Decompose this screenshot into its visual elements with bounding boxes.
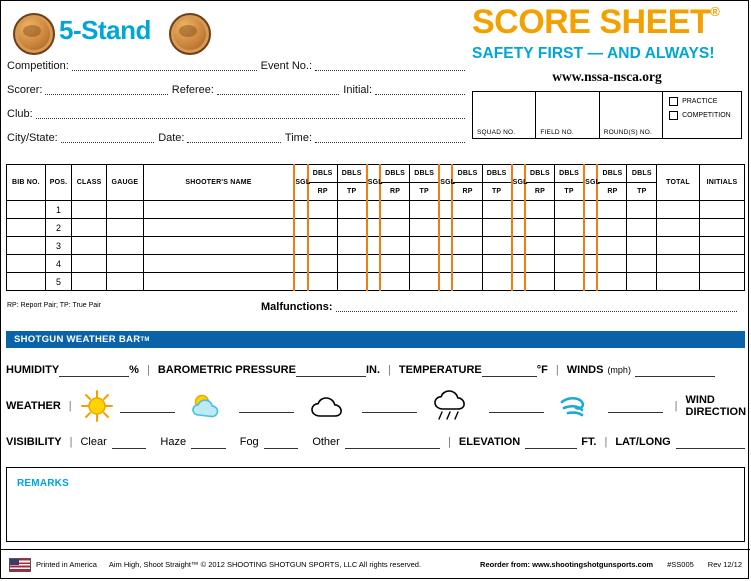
cell-name[interactable] bbox=[143, 237, 294, 255]
remarks-title: REMARKS bbox=[17, 478, 69, 489]
th-tp-5: TP bbox=[627, 183, 657, 201]
club-label: Club: bbox=[7, 108, 33, 120]
th-bib-no: BIB NO. bbox=[7, 165, 46, 201]
winds-input[interactable] bbox=[635, 364, 715, 377]
event-no-input[interactable] bbox=[315, 59, 465, 71]
cell-bib[interactable] bbox=[7, 201, 46, 219]
cell-rp-1[interactable] bbox=[308, 273, 338, 291]
cell-sgl-3[interactable] bbox=[439, 255, 452, 273]
score-table-wrapper bbox=[6, 164, 745, 291]
th-sgl-4: SGL bbox=[512, 165, 525, 201]
wind-direction-label: WIND DIRECTION bbox=[685, 394, 747, 418]
city-state-row bbox=[7, 131, 469, 144]
visibility-option-haze[interactable]: Haze bbox=[160, 436, 187, 448]
cell-pos: 1 bbox=[45, 201, 72, 219]
reorder-link[interactable]: Reorder from: www.shootingshotgunsports.com bbox=[480, 560, 654, 569]
footer-right bbox=[480, 560, 742, 569]
weather-row-3 bbox=[6, 428, 745, 456]
cell-total[interactable] bbox=[657, 219, 700, 237]
cell-tp-4[interactable] bbox=[555, 273, 585, 291]
initial-label: Initial: bbox=[343, 84, 373, 96]
cell-sgl-2[interactable] bbox=[367, 201, 380, 219]
header-form bbox=[7, 59, 469, 155]
cell-sgl-1[interactable] bbox=[294, 219, 307, 237]
divider: | bbox=[68, 400, 72, 412]
cell-rp-4[interactable] bbox=[525, 237, 555, 255]
th-dbls-5a: DBLS bbox=[597, 165, 627, 183]
cell-tp-1[interactable] bbox=[337, 273, 367, 291]
cell-tp-5[interactable] bbox=[627, 201, 657, 219]
weather-rain-input[interactable] bbox=[489, 400, 544, 413]
event-no-label: Event No.: bbox=[260, 60, 312, 72]
cell-class[interactable] bbox=[72, 273, 107, 291]
type-checkbox-cell bbox=[663, 92, 741, 138]
th-shooters-name: SHOOTER'S NAME bbox=[143, 165, 294, 201]
competition-row bbox=[7, 59, 469, 72]
th-gauge: GAUGE bbox=[107, 165, 144, 201]
weather-wind-input[interactable] bbox=[608, 400, 663, 413]
cell-sgl-2[interactable] bbox=[367, 237, 380, 255]
printed-in-america: Printed in America bbox=[36, 560, 97, 569]
cell-tp-3[interactable] bbox=[482, 273, 512, 291]
cell-tp-2[interactable] bbox=[410, 219, 440, 237]
cell-sgl-1[interactable] bbox=[294, 255, 307, 273]
cell-name[interactable] bbox=[143, 255, 294, 273]
cell-rp-2[interactable] bbox=[380, 255, 410, 273]
temperature-input[interactable] bbox=[482, 364, 537, 377]
latlong-label: LAT/LONG bbox=[615, 436, 671, 448]
cell-pos: 3 bbox=[45, 237, 72, 255]
visibility-option-clear[interactable]: Clear bbox=[80, 436, 107, 448]
th-tp-1: TP bbox=[337, 183, 367, 201]
th-dbls-3a: DBLS bbox=[452, 165, 482, 183]
weather-option-wind[interactable] bbox=[558, 393, 663, 419]
th-initials: INITIALS bbox=[699, 165, 744, 201]
th-dbls-1b: DBLS bbox=[337, 165, 367, 183]
referee-input[interactable] bbox=[217, 83, 339, 95]
divider: | bbox=[69, 436, 73, 448]
rounds-no-label: ROUND(S) NO. bbox=[603, 129, 652, 136]
cell-rp-4[interactable] bbox=[525, 201, 555, 219]
cell-sgl-5[interactable] bbox=[584, 237, 597, 255]
cell-initials[interactable] bbox=[699, 273, 744, 291]
table-row[interactable] bbox=[7, 273, 745, 291]
cell-bib[interactable] bbox=[7, 219, 46, 237]
th-dbls-4a: DBLS bbox=[525, 165, 555, 183]
cell-gauge[interactable] bbox=[107, 255, 144, 273]
cell-rp-1[interactable] bbox=[308, 201, 338, 219]
cell-pos: 2 bbox=[45, 219, 72, 237]
elevation-input[interactable] bbox=[525, 436, 577, 449]
city-state-input[interactable] bbox=[61, 131, 154, 143]
cell-tp-1[interactable] bbox=[337, 255, 367, 273]
cell-class[interactable] bbox=[72, 201, 107, 219]
initial-input[interactable] bbox=[375, 83, 465, 95]
table-row[interactable] bbox=[7, 219, 745, 237]
footer bbox=[1, 549, 750, 579]
cell-gauge[interactable] bbox=[107, 273, 144, 291]
cell-sgl-4[interactable] bbox=[512, 201, 525, 219]
squad-no-cell[interactable] bbox=[473, 92, 536, 138]
visibility-fog-input[interactable] bbox=[264, 436, 299, 449]
elevation-label: ELEVATION bbox=[458, 436, 521, 448]
competition-checkbox[interactable] bbox=[669, 111, 741, 120]
visibility-label: VISIBILITY bbox=[6, 436, 62, 448]
rain-cloud-icon bbox=[431, 389, 483, 423]
time-label: Time: bbox=[284, 132, 313, 144]
cell-gauge[interactable] bbox=[107, 237, 144, 255]
table-header-row-top bbox=[7, 165, 745, 183]
cell-rp-5[interactable] bbox=[597, 219, 627, 237]
th-rp-5: RP bbox=[597, 183, 627, 201]
registered-mark: ® bbox=[710, 4, 720, 19]
table-row[interactable] bbox=[7, 201, 745, 219]
winds-unit: (mph) bbox=[607, 365, 631, 375]
cell-pos: 5 bbox=[45, 273, 72, 291]
cell-sgl-5[interactable] bbox=[584, 201, 597, 219]
cell-sgl-5[interactable] bbox=[584, 219, 597, 237]
th-pos: POS. bbox=[45, 165, 72, 201]
cell-rp-3[interactable] bbox=[452, 237, 482, 255]
date-label: Date: bbox=[158, 132, 185, 144]
field-no-label: FIELD NO. bbox=[540, 129, 574, 136]
brand-title: 5-Stand bbox=[59, 15, 151, 45]
squad-no-label: SQUAD NO. bbox=[477, 129, 516, 136]
club-input[interactable] bbox=[36, 107, 465, 119]
checkbox-icon bbox=[669, 97, 678, 106]
cell-bib[interactable] bbox=[7, 255, 46, 273]
cell-tp-2[interactable] bbox=[410, 255, 440, 273]
th-dbls-4b: DBLS bbox=[555, 165, 585, 183]
cell-sgl-1[interactable] bbox=[294, 237, 307, 255]
cell-class[interactable] bbox=[72, 237, 107, 255]
cell-name[interactable] bbox=[143, 273, 294, 291]
cell-rp-3[interactable] bbox=[452, 255, 482, 273]
score-sheet-logo-block bbox=[472, 5, 742, 139]
weather-sun-input[interactable] bbox=[120, 400, 175, 413]
cell-bib[interactable] bbox=[7, 273, 46, 291]
cell-rp-4[interactable] bbox=[525, 255, 555, 273]
cell-sgl-1[interactable] bbox=[294, 273, 307, 291]
cell-class[interactable] bbox=[72, 219, 107, 237]
cell-sgl-2[interactable] bbox=[367, 255, 380, 273]
th-dbls-5b: DBLS bbox=[627, 165, 657, 183]
pressure-label: BAROMETRIC PRESSURE bbox=[157, 364, 296, 376]
th-total: TOTAL bbox=[657, 165, 700, 201]
cell-rp-3[interactable] bbox=[452, 273, 482, 291]
th-dbls-2b: DBLS bbox=[410, 165, 440, 183]
malfunctions-input[interactable] bbox=[336, 300, 738, 312]
cell-sgl-2[interactable] bbox=[367, 219, 380, 237]
safety-tagline: SAFETY FIRST — AND ALWAYS! bbox=[472, 45, 715, 62]
cell-class[interactable] bbox=[72, 255, 107, 273]
th-dbls-3b: DBLS bbox=[482, 165, 512, 183]
cell-tp-4[interactable] bbox=[555, 237, 585, 255]
pressure-unit: IN. bbox=[365, 364, 380, 376]
practice-checkbox[interactable] bbox=[669, 97, 741, 106]
cell-initials[interactable] bbox=[699, 255, 744, 273]
visibility-clear-input[interactable] bbox=[112, 436, 147, 449]
weather-row-1 bbox=[6, 356, 745, 384]
visibility-other-input[interactable] bbox=[345, 436, 440, 449]
cell-initials[interactable] bbox=[699, 201, 744, 219]
cell-tp-2[interactable] bbox=[410, 201, 440, 219]
header-section bbox=[1, 1, 748, 153]
club-row bbox=[7, 107, 469, 120]
cell-total[interactable] bbox=[657, 273, 700, 291]
visibility-haze-input[interactable] bbox=[191, 436, 226, 449]
cell-bib[interactable] bbox=[7, 237, 46, 255]
cell-sgl-4[interactable] bbox=[512, 237, 525, 255]
cell-rp-2[interactable] bbox=[380, 273, 410, 291]
sun-icon bbox=[80, 389, 114, 423]
cell-total[interactable] bbox=[657, 255, 700, 273]
weather-section bbox=[6, 356, 745, 460]
th-sgl-5: SGL bbox=[584, 165, 597, 201]
wind-icon bbox=[558, 393, 602, 419]
cell-tp-5[interactable] bbox=[627, 255, 657, 273]
cell-tp-3[interactable] bbox=[482, 219, 512, 237]
website-url[interactable]: www.nssa-nsca.org bbox=[552, 69, 662, 84]
temperature-unit: °F bbox=[536, 364, 548, 376]
cell-initials[interactable] bbox=[699, 237, 744, 255]
cell-name[interactable] bbox=[143, 219, 294, 237]
weather-option-sun[interactable] bbox=[80, 389, 175, 423]
cell-tp-4[interactable] bbox=[555, 219, 585, 237]
sku-code: #SS005 bbox=[667, 560, 694, 569]
weather-option-partly-cloudy[interactable] bbox=[189, 391, 294, 421]
cell-tp-4[interactable] bbox=[555, 201, 585, 219]
weather-option-cloudy[interactable] bbox=[308, 392, 417, 420]
rounds-no-cell[interactable] bbox=[600, 92, 663, 138]
divider: | bbox=[555, 364, 559, 376]
cell-tp-1[interactable] bbox=[337, 201, 367, 219]
table-row[interactable] bbox=[7, 255, 745, 273]
scorer-label: Scorer: bbox=[7, 84, 43, 96]
th-dbls-2a: DBLS bbox=[380, 165, 410, 183]
revision: Rev 12/12 bbox=[707, 560, 742, 569]
divider: | bbox=[448, 436, 451, 448]
cell-tp-1[interactable] bbox=[337, 219, 367, 237]
squad-info-box bbox=[472, 91, 742, 139]
cloud-icon bbox=[308, 392, 356, 420]
visibility-option-other[interactable]: Other bbox=[312, 436, 340, 448]
cell-rp-4[interactable] bbox=[525, 219, 555, 237]
footer-tagline: Aim High, Shoot Straight™ © 2012 SHOOTING SHOTGUN SPORTS, LLC All rights reserved. bbox=[108, 560, 422, 569]
th-sgl-1: SGL bbox=[294, 165, 307, 201]
th-sgl-3: SGL bbox=[439, 165, 452, 201]
th-dbls-1a: DBLS bbox=[308, 165, 338, 183]
cell-rp-2[interactable] bbox=[380, 237, 410, 255]
cell-gauge[interactable] bbox=[107, 219, 144, 237]
score-sheet-title bbox=[472, 5, 742, 39]
cell-name[interactable] bbox=[143, 201, 294, 219]
brand-block bbox=[9, 7, 229, 55]
th-tp-2: TP bbox=[410, 183, 440, 201]
rp-tp-legend: RP: Report Pair; TP: True Pair bbox=[7, 302, 102, 309]
cell-rp-3[interactable] bbox=[452, 201, 482, 219]
th-rp-1: RP bbox=[308, 183, 338, 201]
checkbox-icon bbox=[669, 111, 678, 120]
cell-tp-2[interactable] bbox=[410, 273, 440, 291]
field-no-cell[interactable] bbox=[536, 92, 599, 138]
cell-tp-3[interactable] bbox=[482, 237, 512, 255]
weather-row-2 bbox=[6, 388, 745, 424]
cell-tp-2[interactable] bbox=[410, 237, 440, 255]
score-sheet-text: SCORE SHEET bbox=[472, 3, 711, 41]
cell-sgl-4[interactable] bbox=[512, 255, 525, 273]
temperature-label: TEMPERATURE bbox=[398, 364, 482, 376]
usa-flag-icon bbox=[9, 558, 31, 572]
cell-rp-5[interactable] bbox=[597, 237, 627, 255]
malfunctions-label: Malfunctions: bbox=[261, 301, 333, 313]
th-rp-4: RP bbox=[525, 183, 555, 201]
scorer-input[interactable] bbox=[45, 83, 167, 95]
competition-label: COMPETITION bbox=[682, 112, 731, 119]
cell-rp-4[interactable] bbox=[525, 273, 555, 291]
referee-label: Referee: bbox=[171, 84, 214, 96]
th-rp-3: RP bbox=[452, 183, 482, 201]
cell-tp-5[interactable] bbox=[627, 219, 657, 237]
cell-rp-5[interactable] bbox=[597, 273, 627, 291]
cell-tp-3[interactable] bbox=[482, 255, 512, 273]
time-input[interactable] bbox=[315, 131, 465, 143]
cell-tp-5[interactable] bbox=[627, 273, 657, 291]
weather-option-rain[interactable] bbox=[431, 389, 544, 423]
clay-coin-icon bbox=[13, 13, 55, 55]
humidity-unit: % bbox=[129, 364, 139, 376]
cell-rp-2[interactable] bbox=[380, 201, 410, 219]
trademark-mark: TM bbox=[140, 336, 150, 343]
table-row[interactable] bbox=[7, 237, 745, 255]
competition-input[interactable] bbox=[72, 59, 257, 71]
cell-total[interactable] bbox=[657, 237, 700, 255]
cell-initials[interactable] bbox=[699, 219, 744, 237]
city-state-label: City/State: bbox=[7, 132, 58, 144]
cell-sgl-3[interactable] bbox=[439, 219, 452, 237]
cell-tp-5[interactable] bbox=[627, 237, 657, 255]
weather-label: WEATHER bbox=[6, 400, 61, 412]
scorer-row bbox=[7, 83, 469, 96]
cell-rp-3[interactable] bbox=[452, 219, 482, 237]
latlong-input[interactable] bbox=[676, 436, 745, 449]
remarks-box[interactable] bbox=[6, 467, 745, 542]
cell-rp-5[interactable] bbox=[597, 201, 627, 219]
cell-tp-4[interactable] bbox=[555, 255, 585, 273]
malfunctions-row bbox=[261, 300, 741, 313]
th-rp-2: RP bbox=[380, 183, 410, 201]
sun-behind-cloud-icon bbox=[189, 391, 233, 421]
cell-sgl-1[interactable] bbox=[294, 201, 307, 219]
cell-rp-2[interactable] bbox=[380, 219, 410, 237]
cell-tp-3[interactable] bbox=[482, 201, 512, 219]
date-input[interactable] bbox=[187, 131, 280, 143]
divider: | bbox=[674, 400, 678, 412]
cell-sgl-4[interactable] bbox=[512, 219, 525, 237]
cell-rp-5[interactable] bbox=[597, 255, 627, 273]
shotgun-weather-bar-header bbox=[6, 331, 745, 348]
cell-sgl-4[interactable] bbox=[512, 273, 525, 291]
humidity-label: HUMIDITY bbox=[6, 364, 60, 376]
elevation-unit: FT. bbox=[581, 436, 597, 448]
th-sgl-2: SGL bbox=[367, 165, 380, 201]
cell-sgl-3[interactable] bbox=[439, 201, 452, 219]
divider: | bbox=[388, 364, 391, 376]
cell-tp-1[interactable] bbox=[337, 237, 367, 255]
pressure-input[interactable] bbox=[296, 364, 366, 377]
cell-gauge[interactable] bbox=[107, 201, 144, 219]
cell-rp-1[interactable] bbox=[308, 237, 338, 255]
score-table bbox=[6, 164, 745, 291]
cell-sgl-2[interactable] bbox=[367, 273, 380, 291]
th-tp-4: TP bbox=[555, 183, 585, 201]
cell-sgl-3[interactable] bbox=[439, 237, 452, 255]
cell-sgl-5[interactable] bbox=[584, 273, 597, 291]
cell-pos: 4 bbox=[45, 255, 72, 273]
practice-label: PRACTICE bbox=[682, 98, 718, 105]
cell-rp-1[interactable] bbox=[308, 219, 338, 237]
cell-sgl-3[interactable] bbox=[439, 273, 452, 291]
visibility-option-fog[interactable]: Fog bbox=[239, 436, 259, 448]
divider: | bbox=[604, 436, 608, 448]
cell-sgl-5[interactable] bbox=[584, 255, 597, 273]
weather-bar-title: SHOTGUN WEATHER BAR bbox=[14, 334, 141, 345]
weather-partly-cloudy-input[interactable] bbox=[239, 400, 294, 413]
th-class: CLASS bbox=[72, 165, 107, 201]
divider: | bbox=[146, 364, 150, 376]
competition-label: Competition: bbox=[7, 60, 69, 72]
weather-cloudy-input[interactable] bbox=[362, 400, 417, 413]
clay-coin-icon bbox=[169, 13, 211, 55]
cell-rp-1[interactable] bbox=[308, 255, 338, 273]
cell-total[interactable] bbox=[657, 201, 700, 219]
th-tp-3: TP bbox=[482, 183, 512, 201]
humidity-input[interactable] bbox=[59, 364, 129, 377]
winds-label: WINDS bbox=[566, 364, 604, 376]
